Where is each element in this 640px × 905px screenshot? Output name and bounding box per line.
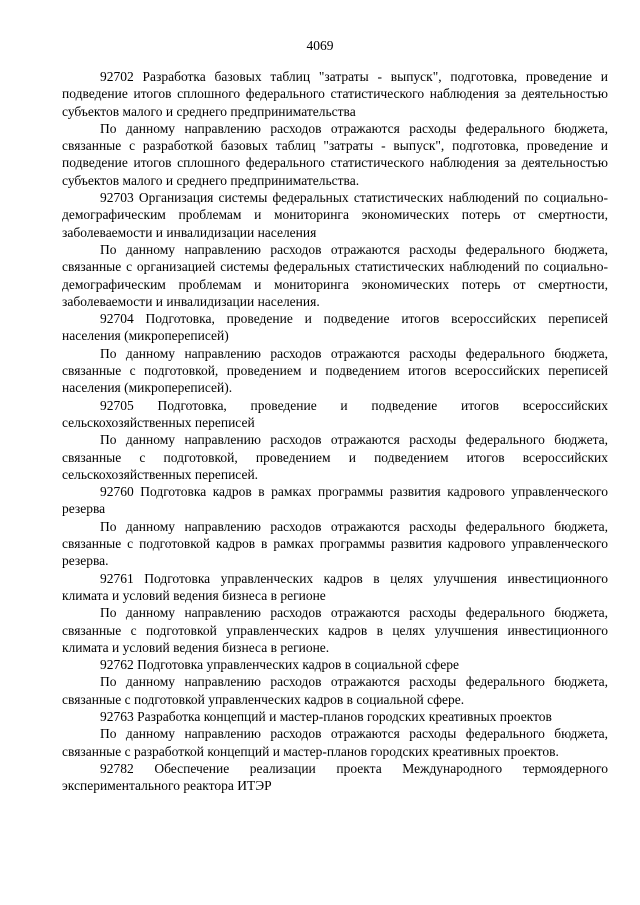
document-body xyxy=(62,68,608,794)
description-92763: По данному направлению расходов отражаются расходы федерального бюджета, связанные с разработкой концепций и мастер-планов городских креативных проектов. xyxy=(62,726,608,759)
description-92704: По данному направлению расходов отражаются расходы федерального бюджета, связанные с подготовкой, проведением и подведением итогов всероссийских переписей населения (микропереписей). xyxy=(62,345,608,396)
description-92705: По данному направлению расходов отражаются расходы федерального бюджета, связанные с подготовкой, проведением и подведением итогов всероссийских сельскохозяйственных переписей. xyxy=(62,432,608,482)
heading-92702: 92702 Разработка базовых таблиц "затраты - выпуск", подготовка, проведение и подведение итогов сплошного федерального статистического наблюдения за деятельностью субъектов малого и среднего предпринимательства xyxy=(62,69,608,119)
description-92703: По данному направлению расходов отражаются расходы федерального бюджета, связанные с организацией системы федеральных статистических наблюдений по социально-демографическим проблемам и мониторинга экономических потерь от смертности, заболеваемости и инвалидизации населения. xyxy=(62,241,608,309)
heading-92782: 92782 Обеспечение реализации проекта Международного термоядерного экспериментального реактора ИТЭР xyxy=(62,760,608,794)
heading-92760: 92760 Подготовка кадров в рамках программы развития кадрового управленческого резерва xyxy=(62,484,608,517)
heading-92704: 92704 Подготовка, проведение и подведение итогов всероссийских переписей населения (микропереписей) xyxy=(62,311,608,344)
description-92762: По данному направлению расходов отражаются расходы федерального бюджета, связанные с подготовкой управленческих кадров в социальной сфере. xyxy=(62,674,608,707)
description-92761: По данному направлению расходов отражаются расходы федерального бюджета, связанные с подготовкой управленческих кадров в целях улучшения инвестиционного климата и условий ведения бизнеса в регионе. xyxy=(62,605,608,655)
heading-92761: 92761 Подготовка управленческих кадров в целях улучшения инвестиционного климата и условий ведения бизнеса в регионе xyxy=(62,570,608,603)
description-92702: По данному направлению расходов отражаются расходы федерального бюджета, связанные с разработкой базовых таблиц "затраты - выпуск", подготовка, проведение и подведение итогов сплошного федерального статистического наблюдения за деятельностью субъектов малого и среднего предпринимательства. xyxy=(62,120,608,188)
heading-92703: 92703 Организация системы федеральных статистических наблюдений по социально-демографическим проблемам и мониторинга экономических потерь от смертности, заболеваемости и инвалидизации населения xyxy=(62,190,608,240)
heading-92763: 92763 Разработка концепций и мастер-планов городских креативных проектов xyxy=(100,708,552,724)
heading-92762: 92762 Подготовка управленческих кадров в социальной сфере xyxy=(100,657,459,673)
description-92760: По данному направлению расходов отражаются расходы федерального бюджета, связанные с подготовкой кадров в рамках программы развития кадрового управленческого резерва. xyxy=(62,518,608,569)
heading-92705: 92705 Подготовка, проведение и подведение итогов всероссийских сельскохозяйственных переписей xyxy=(62,397,608,430)
page-number: 4069 xyxy=(306,38,334,53)
